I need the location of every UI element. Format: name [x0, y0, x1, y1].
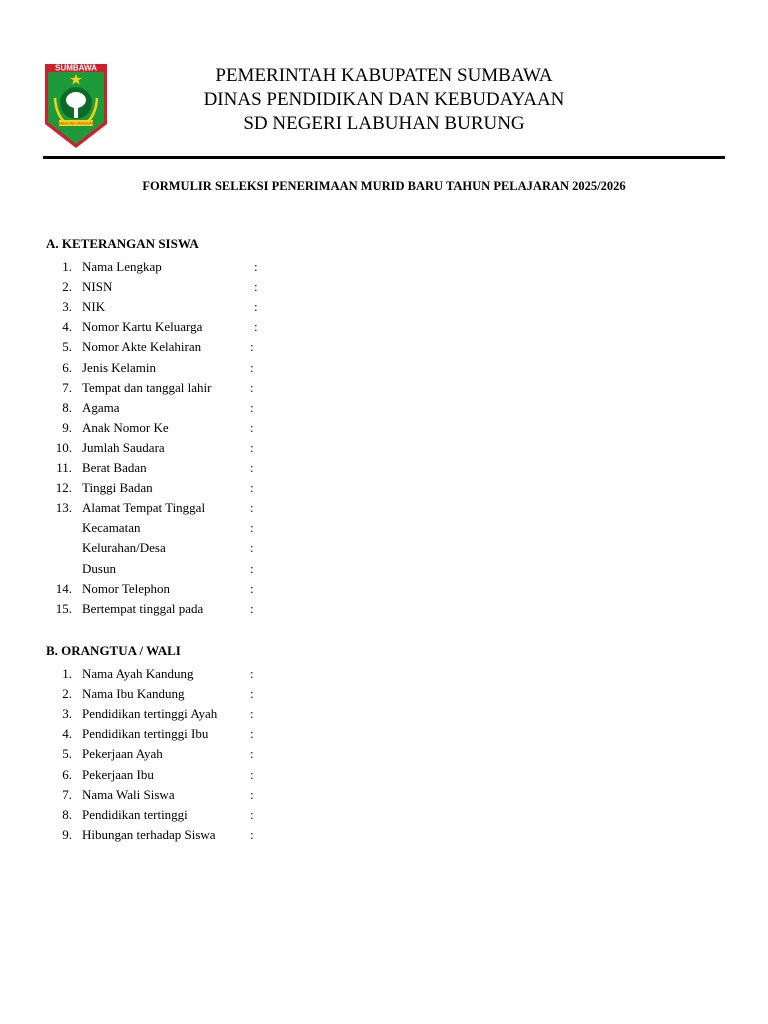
- field-colon: :: [250, 460, 254, 475]
- field-label: Nama Lengkap: [82, 259, 162, 274]
- field-colon: :: [250, 706, 254, 722]
- item-number: 2.: [62, 686, 72, 702]
- item-number: 1.: [62, 259, 72, 274]
- item-number: 14.: [55, 580, 72, 596]
- header-line-1: PEMERINTAH KABUPATEN SUMBAWA: [215, 65, 553, 86]
- field-colon: :: [250, 520, 254, 536]
- field-colon: :: [250, 766, 254, 782]
- header-divider: [43, 156, 725, 159]
- field-label: Nama Ayah Kandung: [82, 666, 194, 681]
- field-colon: :: [250, 580, 254, 596]
- field-label: Agama: [82, 399, 120, 415]
- field-colon: :: [250, 600, 254, 616]
- field-label: Pendidikan tertinggi Ibu: [82, 726, 209, 742]
- regency-logo: [43, 62, 109, 150]
- logo-text: SUMBAWA: [55, 63, 97, 73]
- item-number: 9.: [62, 419, 72, 435]
- field-label: Tempat dan tanggal lahir: [82, 379, 212, 395]
- field-label: Dusun: [82, 560, 116, 576]
- field-colon: :: [250, 560, 254, 576]
- logo-motto: SABALONG SAMALEWA: [57, 121, 95, 126]
- field-label: Bertempat tinggal pada: [82, 600, 204, 616]
- item-number: 10.: [55, 439, 72, 455]
- item-number: 13.: [55, 500, 72, 516]
- field-label: Berat Badan: [82, 460, 147, 475]
- item-number: 5.: [62, 339, 72, 355]
- field-colon: :: [254, 319, 258, 335]
- field-colon: :: [250, 806, 254, 822]
- form-title: FORMULIR SELEKSI PENERIMAAN MURID BARU TAHUN PELAJARAN 2025/2026: [142, 179, 626, 193]
- field-colon: :: [250, 500, 254, 516]
- field-colon: :: [250, 480, 254, 496]
- field-colon: :: [250, 826, 254, 842]
- field-label: NIK: [82, 299, 106, 315]
- item-number: 4.: [62, 319, 72, 335]
- header-line-3: SD NEGERI LABUHAN BURUNG: [243, 113, 525, 134]
- field-label: Nomor Kartu Keluarga: [82, 319, 203, 335]
- field-colon: :: [254, 259, 258, 274]
- section-a-heading: A. KETERANGAN SISWA: [46, 236, 199, 251]
- field-colon: :: [250, 686, 254, 702]
- field-label: Pendidikan tertinggi: [82, 806, 188, 822]
- header-line-2: DINAS PENDIDIKAN DAN KEBUDAYAAN: [203, 89, 565, 110]
- field-label: NISN: [82, 279, 113, 295]
- item-number: 7.: [62, 379, 72, 395]
- item-number: 4.: [62, 726, 72, 742]
- letterhead: [150, 64, 618, 136]
- item-number: 3.: [62, 299, 72, 315]
- field-label: Jumlah Saudara: [82, 439, 165, 455]
- field-label: Kecamatan: [82, 520, 141, 536]
- item-number: 7.: [62, 786, 72, 802]
- field-colon: :: [250, 439, 254, 455]
- field-colon: :: [250, 339, 254, 355]
- field-colon: :: [250, 746, 254, 762]
- field-label: Hibungan terhadap Siswa: [82, 826, 216, 842]
- item-number: 5.: [62, 746, 72, 762]
- section-b-heading: B. ORANGTUA / WALI: [46, 643, 181, 658]
- field-label: Pendidikan tertinggi Ayah: [82, 706, 218, 722]
- field-colon: :: [250, 399, 254, 415]
- field-label: Anak Nomor Ke: [82, 419, 169, 435]
- field-colon: :: [250, 379, 254, 395]
- field-colon: :: [254, 279, 258, 295]
- field-label: Nomor Akte Kelahiran: [82, 339, 202, 355]
- item-number: 3.: [62, 706, 72, 722]
- field-colon: :: [250, 666, 254, 681]
- item-number: 12.: [55, 480, 72, 496]
- field-colon: :: [250, 786, 254, 802]
- item-number: 6.: [62, 766, 72, 782]
- field-label: Pekerjaan Ibu: [82, 766, 154, 782]
- field-colon: :: [254, 299, 258, 315]
- field-label: Nama Wali Siswa: [82, 786, 175, 802]
- field-label: Kelurahan/Desa: [82, 540, 166, 556]
- item-number: 2.: [62, 279, 72, 295]
- field-label: Alamat Tempat Tinggal: [82, 500, 206, 516]
- item-number: 9.: [62, 826, 72, 842]
- item-number: 6.: [62, 359, 72, 375]
- field-label: Nomor Telephon: [82, 580, 171, 596]
- field-colon: :: [250, 359, 254, 375]
- field-colon: :: [250, 540, 254, 556]
- field-label: Pekerjaan Ayah: [82, 746, 163, 762]
- field-colon: :: [250, 419, 254, 435]
- item-number: 1.: [62, 666, 72, 681]
- item-number: 8.: [62, 399, 72, 415]
- item-number: 15.: [55, 600, 72, 616]
- field-colon: :: [250, 726, 254, 742]
- item-number: 8.: [62, 806, 72, 822]
- field-label: Jenis Kelamin: [82, 359, 157, 375]
- field-label: Tinggi Badan: [82, 480, 153, 496]
- item-number: 11.: [56, 460, 72, 475]
- field-label: Nama Ibu Kandung: [82, 686, 185, 702]
